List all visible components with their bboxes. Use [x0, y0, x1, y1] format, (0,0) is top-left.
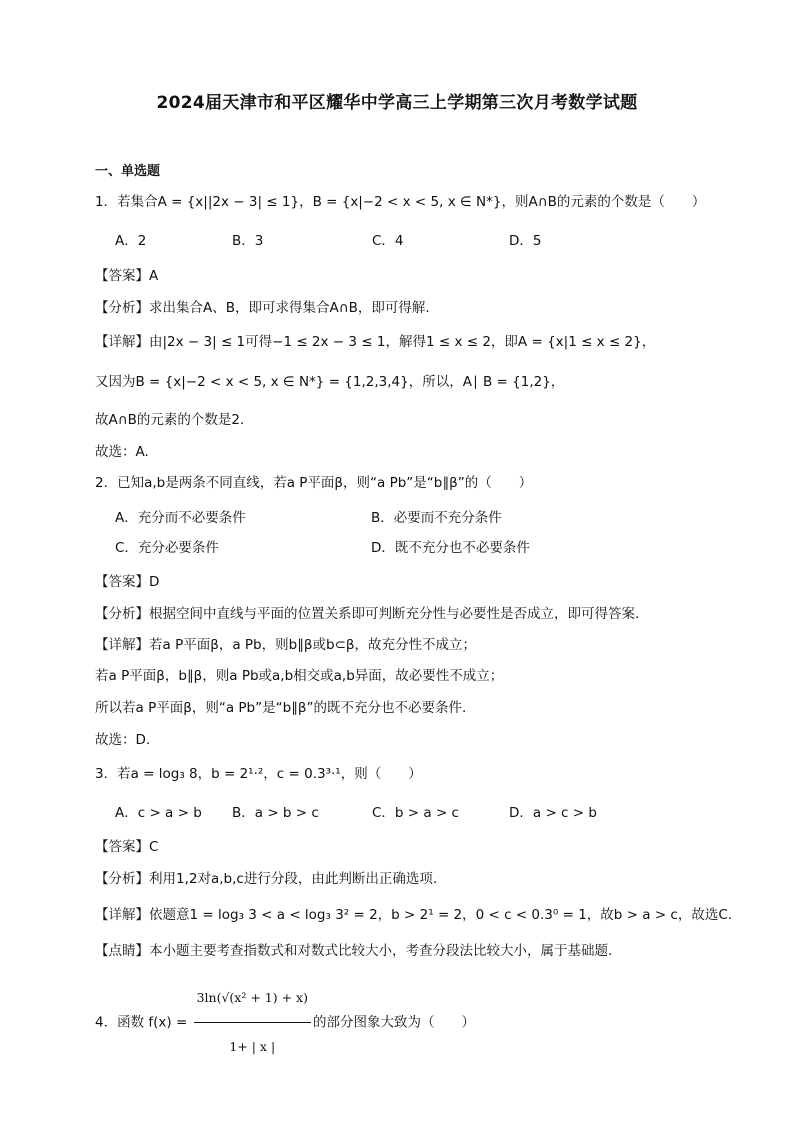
q1-stem: 1．若集合A = {x||2x − 3| ≤ 1}，B = {x|−2 < x < 5, x ∈ N*}，则A∩B的元素的个数是（ ）: [95, 194, 706, 210]
q3-comment: 【点睛】本小题主要考查指数式和对数式比较大小，考查分段法比较大小，属于基础题.: [95, 943, 613, 959]
q2-detail-1: 【详解】若a P平面β，a Pb，则b∥β或b⊂β，故充分性不成立；: [95, 637, 477, 653]
section-heading: 一、单选题: [95, 164, 161, 179]
q1-answer: 【答案】A: [95, 268, 159, 284]
q2-choose: 故选：D.: [95, 732, 151, 748]
q1-option-b[interactable]: B．3: [232, 233, 264, 249]
q1-detail-3: 故A∩B的元素的个数是2.: [95, 412, 245, 428]
q3-option-d[interactable]: D．a > c > b: [509, 805, 597, 821]
q4-stem: [95, 976, 475, 1069]
q3-option-c[interactable]: C．b > a > c: [372, 805, 459, 821]
q2-detail-3: 所以若a P平面β，则“a Pb”是“b∥β”的既不充分也不必要条件.: [95, 700, 467, 716]
q2-option-c[interactable]: C．充分必要条件: [115, 540, 219, 556]
q3-answer: 【答案】C: [95, 839, 159, 855]
q1-option-a[interactable]: A．2: [115, 233, 147, 249]
q3-stem: 3．若a = log₃ 8，b = 2¹·²，c = 0.3³·¹，则（ ）: [95, 766, 422, 782]
q3-detail-1: 【详解】依题意1 = log₃ 3 < a < log₃ 3² = 2，b > 2¹ = 2，0 < c < 0.3⁰ = 1，故b > a > c，故选C.: [95, 907, 733, 923]
q1-choose: 故选：A.: [95, 444, 149, 460]
q2-answer: 【答案】D: [95, 574, 160, 590]
q1-option-d[interactable]: D．5: [509, 233, 542, 249]
q3-option-a[interactable]: A．c > a > b: [115, 805, 202, 821]
q4-fraction: [194, 976, 311, 1069]
q3-analysis: 【分析】利用1,2对a,b,c进行分段，由此判断出正确选项.: [95, 871, 438, 887]
q2-option-b[interactable]: B．必要而不充分条件: [371, 510, 502, 526]
q4-prefix: 4．函数 f(x) =: [95, 1014, 192, 1031]
q2-stem: 2．已知a,b是两条不同直线，若a P平面β，则“a Pb”是“b∥β”的（ ）: [95, 475, 533, 491]
q4-denominator: 1+ | x |: [229, 1039, 276, 1054]
q1-analysis: 【分析】求出集合A、B，即可求得集合A∩B，即可得解.: [95, 300, 430, 316]
q4-suffix: 的部分图象大致为（ ）: [312, 1014, 475, 1031]
q2-option-d[interactable]: D．既不充分也不必要条件: [371, 540, 530, 556]
page-title: 2024届天津市和平区耀华中学高三上学期第三次月考数学试题: [156, 93, 638, 113]
q2-option-a[interactable]: A．充分而不必要条件: [115, 510, 246, 526]
q2-detail-2: 若a P平面β，b∥β，则a Pb或a,b相交或a,b异面，故必要性不成立；: [95, 668, 504, 684]
q1-detail-2: 又因为B = {x|−2 < x < 5, x ∈ N*} = {1,2,3,4}，所以，A∣ B = {1,2}，: [95, 374, 565, 390]
q1-option-c[interactable]: C．4: [372, 233, 404, 249]
q3-option-b[interactable]: B．a > b > c: [232, 805, 319, 821]
q2-analysis: 【分析】根据空间中直线与平面的位置关系即可判断充分性与必要性是否成立，即可得答案.: [95, 606, 640, 622]
q1-detail-1: 【详解】由|2x − 3| ≤ 1可得−1 ≤ 2x − 3 ≤ 1，解得1 ≤ x ≤ 2，即A = {x|1 ≤ x ≤ 2}，: [95, 334, 656, 350]
q4-numerator: 3ln(√(x² + 1) + x): [194, 976, 311, 1023]
